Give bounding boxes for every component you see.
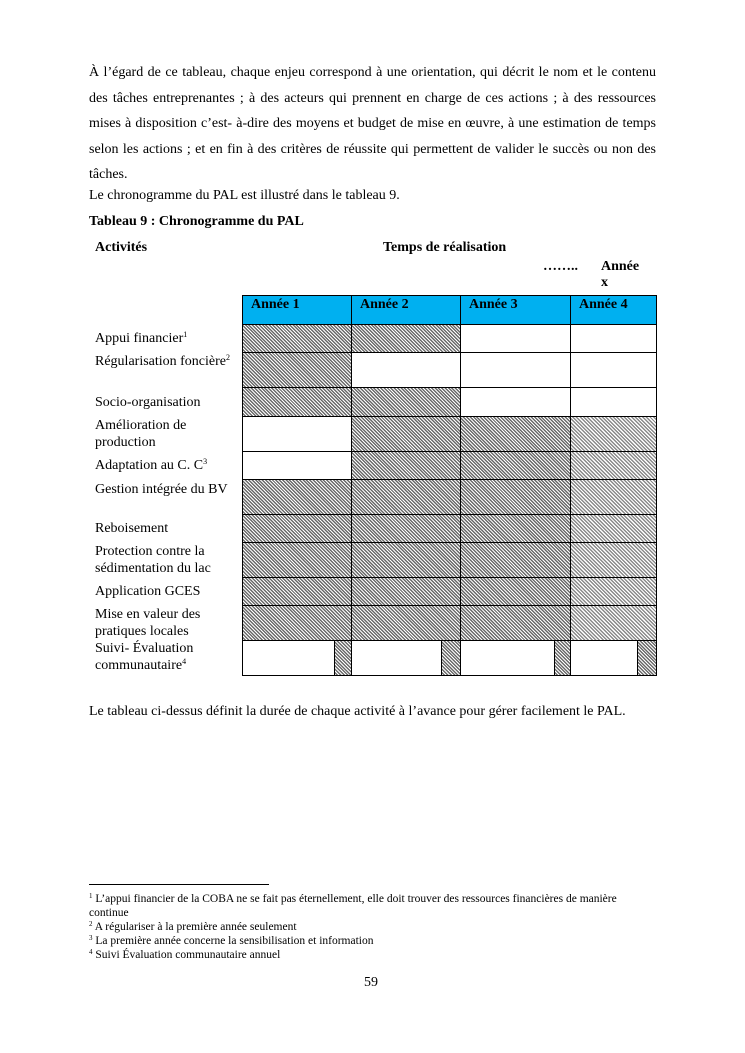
schedule-cell-active — [637, 640, 656, 675]
schedule-cell-empty — [460, 387, 570, 416]
schedule-cell-active — [460, 542, 570, 577]
schedule-cell-empty — [570, 387, 656, 416]
schedule-cell-active — [351, 514, 460, 542]
footnote-4: $^4$ Suivi Évaluation communautaire annuel — [89, 948, 281, 961]
schedule-cell-empty — [570, 352, 656, 387]
activity-label: Amélioration de production — [95, 418, 187, 450]
footnote-1: $^1$ L’appui financier de la COBA ne se fait pas éternellement, elle doit trouver des ressources financières de manière continue — [89, 892, 617, 919]
chronogram-sentence: Le chronogramme du PAL est illustré dans le tableau 9. — [89, 188, 400, 203]
page-number: 59 — [364, 975, 378, 990]
annee-x-letter: x — [601, 275, 608, 290]
schedule-cell-active — [460, 479, 570, 514]
conclusion-paragraph: Le tableau ci-dessus définit la durée de chaque activité à l’avance pour gérer facilement le PAL. — [89, 704, 626, 719]
annee-x-label — [601, 259, 639, 291]
footnote-2: $^2$ A régulariser à la première année seulement — [89, 920, 297, 933]
schedule-cell-active — [351, 387, 460, 416]
activity-label: Reboisement — [95, 521, 169, 536]
schedule-cell-active — [334, 640, 351, 675]
activity-label: Socio-organisation — [95, 395, 201, 410]
activity-label: Mise en valeur des pratiques locales — [95, 607, 201, 639]
schedule-cell-active — [351, 542, 460, 577]
activities-header: Activités — [95, 240, 148, 255]
time-header: Temps de réalisation — [383, 240, 507, 255]
activity-label: Suivi- Évaluation communautaire$^4$ — [95, 641, 194, 673]
schedule-cell-empty — [460, 352, 570, 387]
schedule-cell-active — [351, 577, 460, 605]
schedule-cell-active — [570, 542, 656, 577]
activity-label: Application GCES — [95, 584, 201, 599]
schedule-cell-active — [460, 451, 570, 479]
schedule-cell-active — [554, 640, 570, 675]
activity-label: Protection contre la sédimentation du lac — [95, 544, 211, 576]
schedule-cell-active — [242, 577, 351, 605]
schedule-cell-empty — [242, 451, 351, 479]
schedule-cell-active — [242, 352, 351, 387]
schedule-cell-active — [242, 387, 351, 416]
schedule-cell-active — [460, 605, 570, 640]
schedule-cell-active — [570, 479, 656, 514]
schedule-cell-active — [242, 324, 351, 352]
schedule-cell-active — [242, 605, 351, 640]
schedule-cell-active — [460, 416, 570, 451]
activity-label: Gestion intégrée du BV — [95, 482, 228, 497]
schedule-cell-active — [242, 542, 351, 577]
grid-right-border — [656, 295, 657, 676]
year-header-cell: Année 4 — [570, 295, 656, 324]
activity-label: Appui financier$^1$ — [95, 330, 188, 346]
footnote-separator — [89, 884, 269, 885]
schedule-cell-active — [351, 605, 460, 640]
grid-bottom-border — [242, 675, 656, 676]
schedule-cell-active — [570, 577, 656, 605]
schedule-cell-empty — [351, 352, 460, 387]
year-header-cell: Année 2 — [351, 295, 460, 324]
schedule-cell-active — [570, 451, 656, 479]
table-caption: Tableau 9 : Chronogramme du PAL — [89, 214, 304, 229]
footnote-3: $^3$ La première année concerne la sensibilisation et information — [89, 934, 374, 947]
schedule-cell-active — [351, 324, 460, 352]
schedule-cell-active — [570, 416, 656, 451]
schedule-cell-active — [441, 640, 460, 675]
schedule-cell-empty — [242, 416, 351, 451]
year-header-cell: Année 1 — [242, 295, 351, 324]
schedule-cell-active — [460, 514, 570, 542]
schedule-cell-active — [242, 479, 351, 514]
activity-label: Régularisation foncière$^2$ — [95, 353, 231, 369]
schedule-cell-empty — [570, 324, 656, 352]
schedule-cell-active — [351, 479, 460, 514]
intro-paragraph: À l’égard de ce tableau, chaque enjeu correspond à une orientation, qui décrit le nom et le contenu des tâches entreprenantes ; à des acteurs qui prennent en charge de ces actions ; à des ressources mises à disposition c’est- à-dire des moyens et budget de mise en œuvre, à une estimation de temps selon les actions ; et en fin à des critères de réussite qui permettent de valider le succès ou non des tâches. — [89, 65, 656, 182]
activity-label: Adaptation au C. $C^3$ — [95, 457, 208, 473]
schedule-cell-active — [460, 577, 570, 605]
schedule-cell-active — [351, 416, 460, 451]
schedule-cell-active — [570, 514, 656, 542]
annee-x-word: Année — [601, 259, 640, 274]
ellipsis-label: …….. — [543, 259, 578, 274]
schedule-cell-active — [351, 451, 460, 479]
year-header-cell: Année 3 — [460, 295, 570, 324]
schedule-cell-active — [570, 605, 656, 640]
schedule-cell-active — [242, 514, 351, 542]
schedule-cell-empty — [460, 324, 570, 352]
